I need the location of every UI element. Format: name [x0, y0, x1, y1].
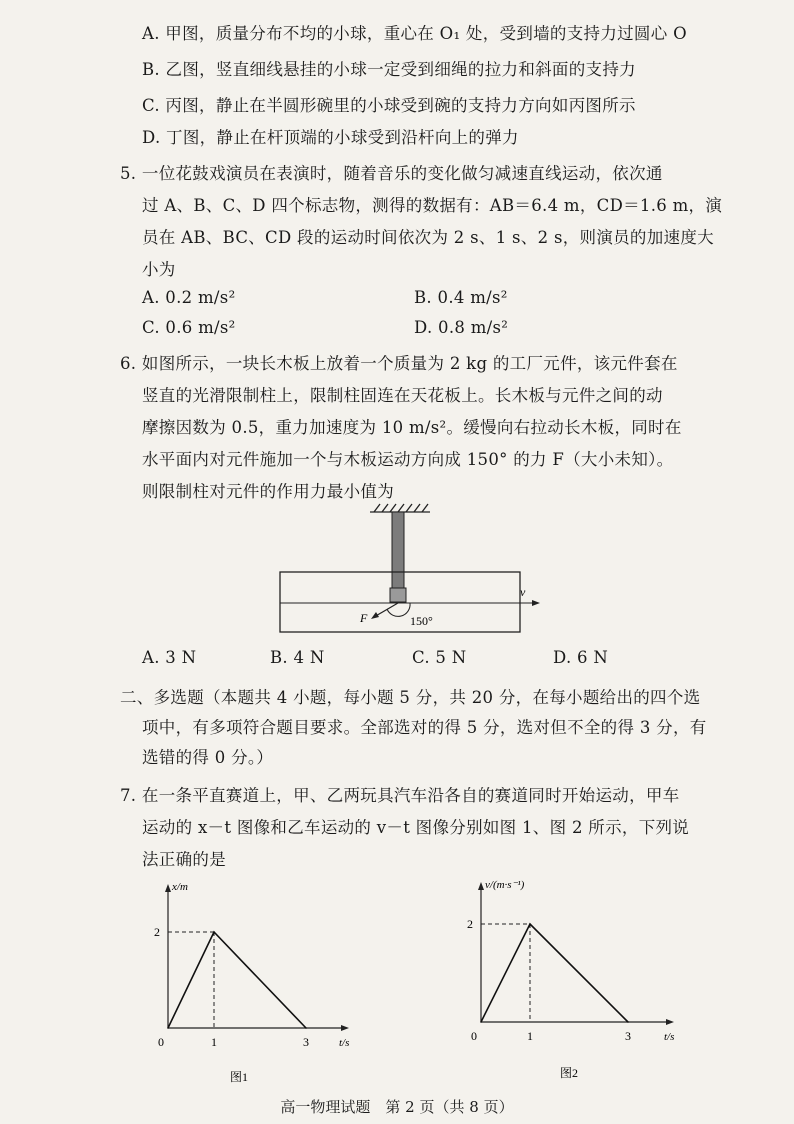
figure-1 — [140, 876, 370, 1100]
page-footer: 高一物理试题 第 2 页（共 8 页） — [280, 1098, 514, 1116]
data-point — [480, 1021, 482, 1023]
q6-option-b: B. 4 N — [270, 648, 325, 667]
chart-caption: 图1 — [230, 1070, 249, 1084]
x-tick-label: 0 — [471, 1029, 477, 1043]
q4-option-a: A. 甲图，质量分布不均的小球，重心在 O₁ 处，受到墙的支持力过圆心 O — [142, 24, 687, 43]
figure-2 — [455, 870, 695, 1094]
x-axis-arrow — [666, 1019, 674, 1025]
q6-stem-line-2: 竖直的光滑限制柱上，限制柱固连在天花板上。长木板与元件之间的动 — [142, 386, 663, 405]
q5-stem-line-4: 小为 — [142, 260, 176, 279]
force-label: F — [360, 611, 368, 625]
y-axis-label: x/m — [172, 881, 188, 893]
q5-option-a: A. 0.2 m/s² — [142, 288, 236, 307]
x-t-chart — [140, 876, 370, 1096]
data-point — [529, 923, 531, 925]
q6-stem-line-4: 水平面内对元件施加一个与木板运动方向成 150° 的力 F（大小未知）。 — [142, 450, 674, 469]
q6-option-a: A. 3 N — [142, 648, 197, 667]
y-tick-label: 2 — [154, 925, 160, 939]
q6-stem-line-3: 摩擦因数为 0.5，重力加速度为 10 m/s²。缓慢向右拉动长木板，同时在 — [142, 418, 682, 437]
x-axis-arrow — [341, 1025, 349, 1031]
data-line — [481, 924, 628, 1022]
q4-option-c: C. 丙图，静止在半圆形碗里的小球受到碗的支持力方向如丙图所示 — [142, 96, 636, 115]
x-tick-label: 3 — [625, 1029, 631, 1043]
section2-line-3: 选错的得 0 分。） — [142, 748, 274, 767]
y-axis-label: v/(m·s⁻¹) — [485, 879, 525, 891]
y-axis-arrow — [165, 884, 171, 892]
q5-option-c: C. 0.6 m/s² — [142, 318, 236, 337]
q7-stem-line-2: 运动的 x－t 图像和乙车运动的 v－t 图像分别如图 1、图 2 所示，下列说 — [142, 818, 690, 837]
q5-stem-line-1: 5. 一位花鼓戏演员在表演时，随着音乐的变化做匀减速直线运动，依次通 — [120, 164, 663, 183]
v-t-chart — [455, 870, 695, 1090]
x-tick-label: 0 — [158, 1035, 164, 1049]
q5-stem-line-3: 员在 AB、BC、CD 段的运动时间依次为 2 s、1 s、2 s，则演员的加速度大 — [142, 228, 714, 247]
q7-stem-line-3: 法正确的是 — [142, 850, 226, 869]
component — [390, 588, 406, 602]
q6-option-c: C. 5 N — [412, 648, 467, 667]
data-point — [627, 1021, 629, 1023]
q6-stem-line-5: 则限制柱对元件的作用力最小值为 — [142, 482, 394, 501]
y-tick-label: 2 — [467, 917, 473, 931]
q6-option-d: D. 6 N — [553, 648, 609, 667]
velocity-label: v — [520, 585, 526, 599]
section2-line-1: 二、多选题（本题共 4 小题，每小题 5 分，共 20 分，在每小题给出的四个选 — [120, 688, 701, 707]
q5-stem-line-2: 过 A、B、C、D 四个标志物，测得的数据有：AB＝6.4 m，CD＝1.6 m，演 — [142, 196, 723, 215]
limit-pillar — [392, 512, 404, 588]
q6-figure — [270, 500, 550, 640]
x-tick-label: 1 — [211, 1035, 217, 1049]
q7-stem-line-1: 7. 在一条平直赛道上，甲、乙两玩具汽车沿各自的赛道同时开始运动，甲车 — [120, 786, 680, 805]
angle-label: 150° — [410, 614, 433, 628]
data-point — [305, 1027, 307, 1029]
data-line — [168, 932, 306, 1028]
q5-option-d: D. 0.8 m/s² — [414, 318, 509, 337]
x-axis-label: t/s — [339, 1037, 350, 1049]
y-axis-arrow — [478, 882, 484, 890]
chart-caption: 图2 — [560, 1066, 579, 1080]
q5-option-b: B. 0.4 m/s² — [414, 288, 508, 307]
data-point — [167, 1027, 169, 1029]
q6-stem-line-1: 6. 如图所示，一块长木板上放着一个质量为 2 kg 的工厂元件，该元件套在 — [120, 354, 678, 373]
x-axis-label: t/s — [664, 1031, 675, 1043]
x-tick-label: 3 — [303, 1035, 309, 1049]
section2-line-2: 项中，有多项符合题目要求。全部选对的得 5 分，选对但不全的得 3 分，有 — [142, 718, 707, 737]
q4-option-b: B. 乙图，竖直细线悬挂的小球一定受到细绳的拉力和斜面的支持力 — [142, 60, 636, 79]
ceiling — [370, 504, 430, 512]
x-tick-label: 1 — [527, 1029, 533, 1043]
q4-option-d: D. 丁图，静止在杆顶端的小球受到沿杆向上的弹力 — [142, 128, 519, 147]
data-point — [213, 931, 215, 933]
